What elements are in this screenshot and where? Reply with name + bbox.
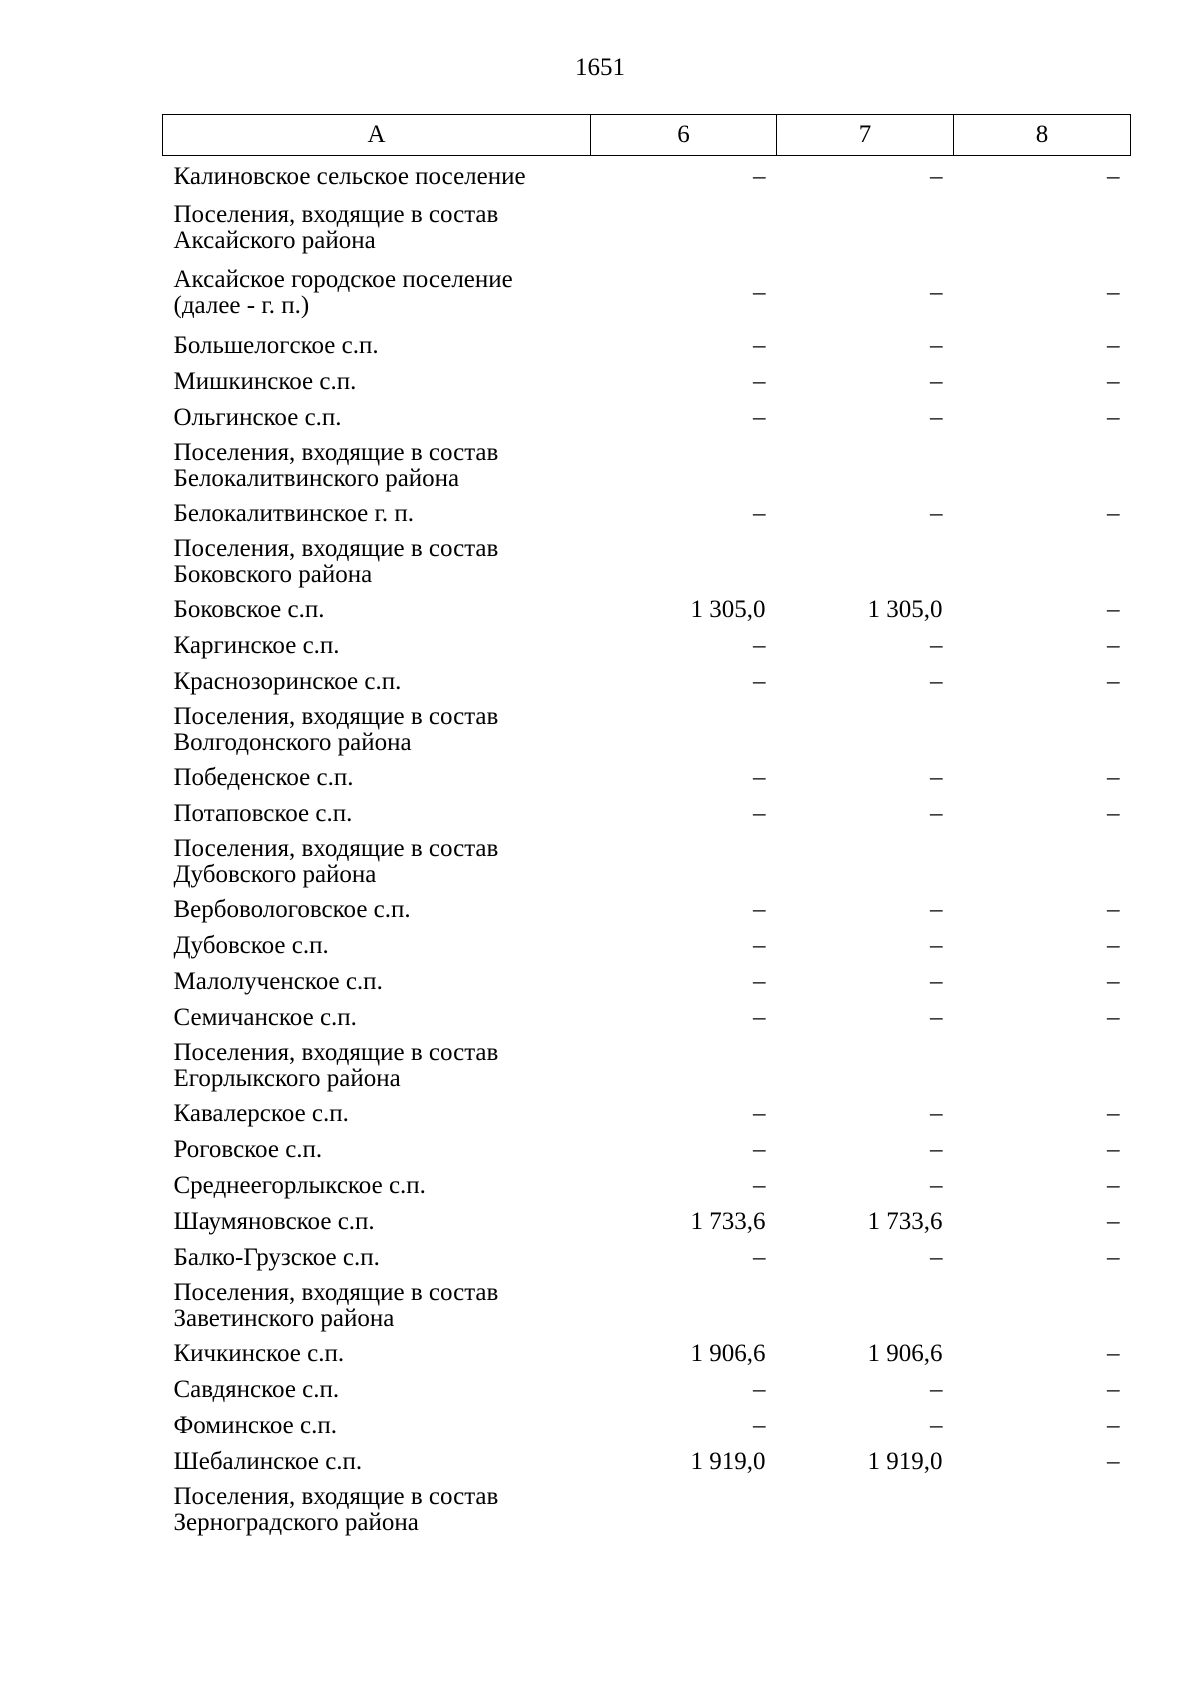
value-col-8	[954, 1036, 1131, 1096]
table-body	[163, 156, 1131, 1541]
settlement-name: Роговское с.п.	[173, 1136, 323, 1163]
settlement-name: Потаповское с.п.	[173, 800, 353, 827]
table-row	[163, 1096, 1131, 1132]
value-col-8: –	[1107, 632, 1120, 659]
table-row	[163, 156, 1131, 199]
table-row	[163, 328, 1131, 364]
value-col-7: 1 919,0	[867, 1448, 943, 1475]
settlement-name: Балко-Грузское с.п.	[173, 1244, 380, 1271]
value-col-8: –	[1107, 1136, 1120, 1163]
table-row	[163, 1336, 1131, 1372]
value-col-8	[954, 436, 1131, 496]
value-col-6: –	[753, 368, 766, 395]
settlement-name: Дубовское с.п.	[173, 932, 329, 959]
settlement-name: Поселения, входящие в состав Боковского района	[173, 535, 499, 588]
settlement-name: Савдянское с.п.	[173, 1376, 340, 1403]
settlement-name: Вербовологовское с.п.	[173, 896, 411, 923]
value-col-7: –	[930, 1136, 943, 1163]
table-row	[163, 1372, 1131, 1408]
column-header-a: А	[163, 115, 591, 156]
value-col-7: –	[930, 1376, 943, 1403]
value-col-6: –	[753, 404, 766, 431]
value-col-7: 1 733,6	[867, 1208, 943, 1235]
value-col-8: –	[1107, 1412, 1120, 1439]
table-row	[163, 796, 1131, 832]
value-col-7: –	[930, 968, 943, 995]
column-header-6: 6	[591, 115, 777, 156]
value-col-6: –	[753, 932, 766, 959]
value-col-6: –	[753, 764, 766, 791]
value-col-6	[591, 436, 777, 496]
settlement-name: Каргинское с.п.	[173, 632, 340, 659]
settlement-name: Краснозоринское с.п.	[173, 668, 402, 695]
value-col-8: –	[1107, 163, 1120, 190]
table-row	[163, 964, 1131, 1000]
settlement-name: Калиновское сельское поселение	[173, 163, 526, 190]
table-row	[163, 532, 1131, 592]
settlement-name: Поселения, входящие в состав Белокалитвинского района	[173, 439, 499, 492]
settlement-name: Ольгинское с.п.	[173, 404, 342, 431]
value-col-6	[591, 832, 777, 892]
table-row	[163, 1444, 1131, 1480]
value-col-8: –	[1107, 1244, 1120, 1271]
value-col-8: –	[1107, 1100, 1120, 1127]
header-row	[163, 115, 1131, 156]
value-col-6: –	[753, 1004, 766, 1031]
value-col-7	[777, 1036, 954, 1096]
table-row	[163, 760, 1131, 796]
value-col-7: –	[930, 800, 943, 827]
table-row	[163, 400, 1131, 436]
column-header-7: 7	[777, 115, 954, 156]
value-col-7	[777, 532, 954, 592]
value-col-8	[954, 532, 1131, 592]
value-col-6: –	[753, 632, 766, 659]
value-col-8: –	[1107, 332, 1120, 359]
settlement-name: Боковское с.п.	[173, 596, 325, 623]
value-col-6: 1 733,6	[690, 1208, 766, 1235]
table-row	[163, 892, 1131, 928]
table-row	[163, 832, 1131, 892]
value-col-7	[777, 198, 954, 258]
settlement-name: Кавалерское с.п.	[173, 1100, 349, 1127]
value-col-8	[954, 198, 1131, 258]
value-col-6: –	[753, 1376, 766, 1403]
value-col-7: 1 305,0	[867, 596, 943, 623]
value-col-7	[777, 832, 954, 892]
value-col-8: –	[1107, 279, 1120, 306]
settlement-name: Малолученское с.п.	[173, 968, 383, 995]
column-header-8: 8	[954, 115, 1131, 156]
table-row	[163, 1240, 1131, 1276]
value-col-7: 1 906,6	[867, 1340, 943, 1367]
settlement-name: Поселения, входящие в состав Зерноградского района	[173, 1483, 499, 1536]
value-col-7: –	[930, 668, 943, 695]
settlement-name: Белокалитвинское г. п.	[173, 500, 415, 527]
value-col-8: –	[1107, 800, 1120, 827]
table-row	[163, 1408, 1131, 1444]
value-col-7: –	[930, 896, 943, 923]
settlement-name: Большелогское с.п.	[173, 332, 379, 359]
value-col-7: –	[930, 163, 943, 190]
table-row	[163, 1276, 1131, 1336]
value-col-8	[954, 832, 1131, 892]
value-col-8	[954, 1480, 1131, 1540]
value-col-7: –	[930, 632, 943, 659]
value-col-8	[954, 1276, 1131, 1336]
value-col-7: –	[930, 1004, 943, 1031]
value-col-6: –	[753, 896, 766, 923]
settlement-name: Кичкинское с.п.	[173, 1340, 345, 1367]
settlement-name: Семичанское с.п.	[173, 1004, 357, 1031]
table-row	[163, 664, 1131, 700]
value-col-8: –	[1107, 932, 1120, 959]
value-col-6	[591, 532, 777, 592]
value-col-8: –	[1107, 404, 1120, 431]
table-row	[163, 1132, 1131, 1168]
value-col-7	[777, 700, 954, 760]
page-number: 1651	[575, 54, 625, 81]
settlement-name: Среднеегорлыкское с.п.	[173, 1172, 426, 1199]
settlement-name: Шебалинское с.п.	[173, 1448, 363, 1475]
settlement-name: Поселения, входящие в состав Дубовского района	[173, 835, 499, 888]
table-header	[163, 115, 1131, 156]
settlement-name: Поселения, входящие в состав Волгодонского района	[173, 703, 499, 756]
value-col-6	[591, 1276, 777, 1336]
value-col-7: –	[930, 404, 943, 431]
value-col-7: –	[930, 1172, 943, 1199]
table-row	[163, 1036, 1131, 1096]
value-col-6	[591, 700, 777, 760]
value-col-7: –	[930, 764, 943, 791]
table-row	[163, 496, 1131, 532]
table-row	[163, 700, 1131, 760]
value-col-6: –	[753, 500, 766, 527]
table-row	[163, 198, 1131, 258]
settlement-name: Победенское с.п.	[173, 764, 354, 791]
value-col-6: –	[753, 1100, 766, 1127]
value-col-7: –	[930, 279, 943, 306]
table-row	[163, 1000, 1131, 1036]
value-col-7: –	[930, 1244, 943, 1271]
settlement-name: Фоминское с.п.	[173, 1412, 337, 1439]
value-col-6	[591, 198, 777, 258]
table-row	[163, 364, 1131, 400]
value-col-8: –	[1107, 668, 1120, 695]
value-col-7: –	[930, 332, 943, 359]
value-col-6	[591, 1480, 777, 1540]
settlement-name: Шаумяновское с.п.	[173, 1208, 375, 1235]
value-col-6: 1 906,6	[690, 1340, 766, 1367]
value-col-8: –	[1107, 500, 1120, 527]
value-col-6: 1 305,0	[690, 596, 766, 623]
value-col-6	[591, 1036, 777, 1096]
settlement-name: Поселения, входящие в состав Аксайского района	[173, 201, 499, 254]
table-row	[163, 1204, 1131, 1240]
settlement-name: Мишкинское с.п.	[173, 368, 357, 395]
settlement-name: Поселения, входящие в состав Егорлыкского района	[173, 1039, 499, 1092]
value-col-7: –	[930, 1412, 943, 1439]
value-col-7	[777, 1276, 954, 1336]
value-col-6: –	[753, 1244, 766, 1271]
table-row	[163, 1168, 1131, 1204]
table-row	[163, 592, 1131, 628]
value-col-8: –	[1107, 596, 1120, 623]
value-col-7	[777, 436, 954, 496]
settlement-name: Аксайское городское поселение (далее - г. п.)	[173, 266, 513, 319]
table-row	[163, 928, 1131, 964]
value-col-7: –	[930, 932, 943, 959]
budget-table	[162, 114, 1131, 1540]
value-col-6: –	[753, 800, 766, 827]
value-col-8: –	[1107, 1376, 1120, 1403]
value-col-6: –	[753, 1412, 766, 1439]
value-col-6: –	[753, 332, 766, 359]
table-row	[163, 628, 1131, 664]
value-col-6: –	[753, 279, 766, 306]
value-col-7: –	[930, 500, 943, 527]
table-row	[163, 1480, 1131, 1540]
value-col-8: –	[1107, 1448, 1120, 1475]
value-col-6: 1 919,0	[690, 1448, 766, 1475]
table-row	[163, 436, 1131, 496]
value-col-8: –	[1107, 1340, 1120, 1367]
value-col-7: –	[930, 368, 943, 395]
value-col-8: –	[1107, 1172, 1120, 1199]
value-col-8: –	[1107, 764, 1120, 791]
value-col-8	[954, 700, 1131, 760]
value-col-8: –	[1107, 896, 1120, 923]
value-col-8: –	[1107, 368, 1120, 395]
value-col-8: –	[1107, 1208, 1120, 1235]
value-col-6: –	[753, 668, 766, 695]
table-row	[163, 258, 1131, 328]
value-col-8: –	[1107, 1004, 1120, 1031]
value-col-6: –	[753, 163, 766, 190]
value-col-6: –	[753, 1172, 766, 1199]
value-col-7: –	[930, 1100, 943, 1127]
value-col-6: –	[753, 968, 766, 995]
value-col-7	[777, 1480, 954, 1540]
settlement-name: Поселения, входящие в состав Заветинского района	[173, 1279, 499, 1332]
value-col-8: –	[1107, 968, 1120, 995]
value-col-6: –	[753, 1136, 766, 1163]
